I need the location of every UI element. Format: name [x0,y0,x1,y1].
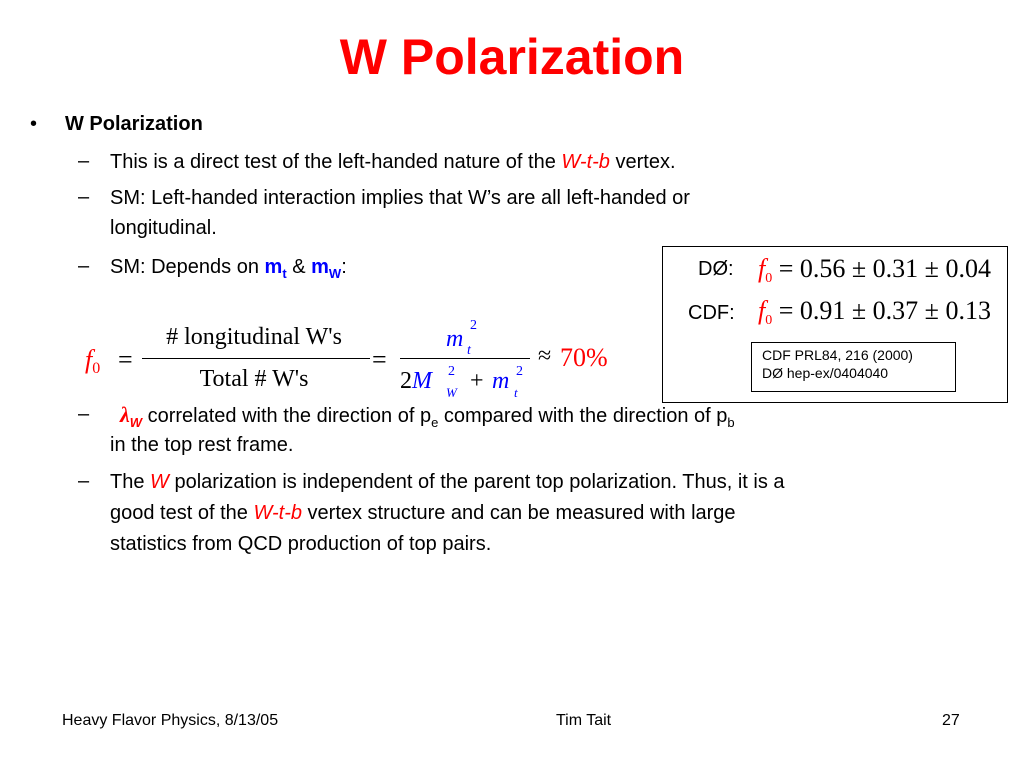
f0-symbol: f [758,296,766,325]
equals-sign: = [372,345,387,374]
item-text: vertex structure and can be measured with large [301,502,736,524]
mw-subscript: W [328,266,342,281]
mw-symbol: M [412,368,432,394]
item-left-handed-l2: longitudinal. [110,217,217,239]
t-symbol: t [586,151,593,173]
dash-marker: – [78,403,90,425]
slide-title: W Polarization [339,29,685,85]
e-subscript: e [431,415,439,430]
cdf-label: CDF: [688,302,735,324]
equals-sign: = [118,345,133,374]
item-text: compared with the direction of p [438,405,728,427]
superscript: 2 [448,364,455,379]
fraction1-denominator: Total # W's [199,366,309,392]
dash-marker: – [78,470,90,492]
item-text: vertex. [609,151,676,173]
fraction2-denominator [400,368,432,395]
item-polarization-l2 [110,501,736,525]
page-number: 27 [942,712,960,729]
hyphen: - [271,502,279,524]
w-symbol: W [150,471,169,493]
mt-symbol: m [492,368,510,394]
footer-left: Heavy Flavor Physics, 8/13/05 [62,712,279,729]
b-symbol: b [290,502,302,524]
f0-subscript: 0 [92,360,101,377]
footer-author: Tim Tait [556,712,612,729]
reference-cdf: CDF PRL84, 216 (2000) [762,347,913,363]
fraction2-numerator [446,326,463,353]
approx-value: 70% [560,343,608,372]
item-text: good test of the [110,502,254,524]
ampersand: & [286,256,312,278]
cdf-value: 0.91 ± 0.37 ± 0.13 [799,296,991,325]
f0-subscript: 0 [765,313,773,328]
mt-symbol: m [446,326,464,352]
mt-subscript: t [282,266,287,281]
b-symbol: b [598,151,610,173]
item-text: The [110,471,151,493]
item-left-handed-l1: SM: Left-handed interaction implies that W’s are all left-handed or [110,187,690,209]
superscript: 2 [470,318,477,333]
two: 2 [400,368,412,394]
subscript: t [467,343,471,358]
hyphen: - [579,151,587,173]
f0-subscript: 0 [765,271,773,286]
superscript: 2 [516,364,523,379]
w-symbol: W [253,502,272,524]
fraction1-numerator: # longitudinal W's [166,324,342,350]
equals-sign: = [778,254,794,283]
dash-marker: – [78,255,90,277]
item-text: polarization is independent of the parent top polarization. Thus, it is a [168,471,785,493]
item-direct-test [110,150,676,174]
hyphen: - [284,502,291,524]
bullet-heading: W Polarization [65,113,203,135]
item-depends [110,255,347,286]
equals-sign: = [778,296,794,325]
d0-value: 0.56 ± 0.31 ± 0.04 [799,254,991,283]
item-lambda-l2: in the top rest frame. [110,434,294,456]
b-subscript: b [727,415,735,430]
references-box [751,342,956,392]
subscript: t [514,385,518,400]
item-text: SM: Depends on [110,256,265,278]
bullet-marker: • [30,113,38,135]
mt-symbol: m [264,256,283,278]
cdf-result [758,296,991,329]
d0-result [758,254,991,287]
dash-marker: – [78,186,90,208]
f0-symbol: f [85,345,93,374]
dash-marker: – [78,150,90,172]
item-polarization-l1 [110,470,785,494]
colon: : [341,256,347,278]
fraction1-bar [142,358,370,359]
item-polarization-l3: statistics from QCD production of top pairs. [110,533,492,555]
item-lambda [120,403,735,435]
mw-symbol: m [311,256,329,278]
t-symbol: t [278,502,285,524]
lambda-symbol: λ [120,402,130,427]
item-text: correlated with the direction of p [142,405,432,427]
subscript: W [446,385,457,400]
d0-label: DØ: [698,258,734,280]
lambda-subscript: W [129,415,143,430]
f0-symbol: f [758,254,766,283]
item-text: This is a direct test of the left-handed nature of the [110,151,562,173]
hyphen: - [592,151,599,173]
w-symbol: W [561,151,580,173]
fraction2-bar [400,358,530,359]
approx-sign: ≈ [538,343,552,369]
plus-sign: + [470,368,484,394]
reference-d0: DØ hep-ex/0404040 [762,365,889,381]
formula [85,345,100,378]
